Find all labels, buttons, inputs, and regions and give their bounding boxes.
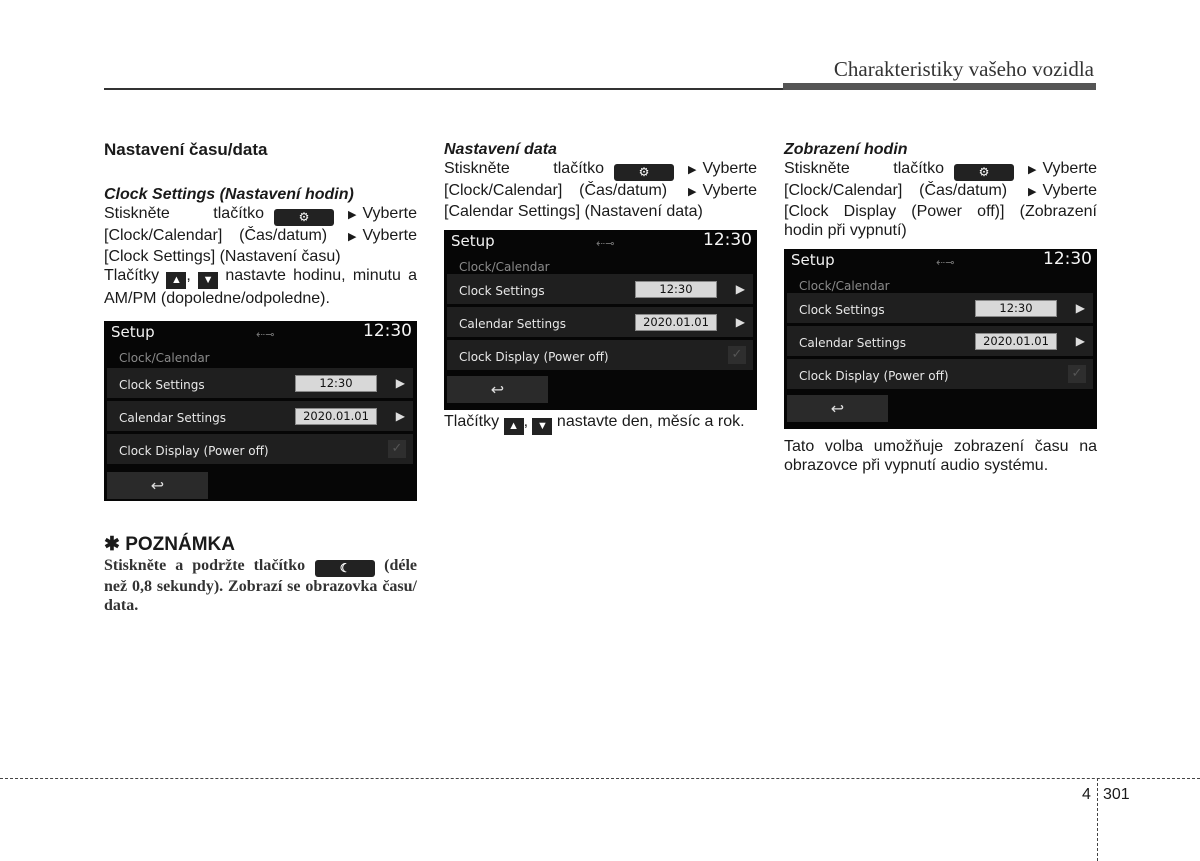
row-clock-display[interactable]: Clock Display (Power off) ✓ xyxy=(107,434,413,464)
instruction-paragraph: Stiskněte tlačítko ⚙ ▶ Vyberte [Clock/Calendar] (Čas/datum) ▶ Vyberte [Clock Display (Power off)] (Zobrazení hodin při vypnutí) xyxy=(784,160,1097,239)
instruction-paragraph: Tlačítky ▲ , ▼ nastavte hodinu, minutu a AM/PM (dopoledne/odpoledne). xyxy=(104,267,418,307)
subsection-heading: Clock Settings (Nastavení hodin) xyxy=(104,186,354,203)
row-clock-display[interactable]: Clock Display (Power off) ✓ xyxy=(447,340,753,370)
date-value: 2020.01.01 xyxy=(975,333,1057,350)
usb-icon: ⇠⊸ xyxy=(256,328,275,341)
checkbox-icon[interactable]: ✓ xyxy=(728,346,746,364)
screen-title: Setup xyxy=(111,323,155,341)
up-button-icon: ▲ xyxy=(166,272,186,289)
section-heading: Nastavení času/data xyxy=(104,140,268,159)
row-clock-display[interactable]: Clock Display (Power off) ✓ xyxy=(787,359,1093,389)
arrow-icon: ▶ xyxy=(347,209,357,221)
note-box xyxy=(104,535,417,615)
checkbox-icon[interactable]: ✓ xyxy=(1068,365,1086,383)
back-button[interactable]: ↩ xyxy=(447,376,548,403)
setup-button-icon: ⚙ xyxy=(614,164,674,181)
description-paragraph: Tato volba umožňuje zobrazení času na obrazovce při vypnutí audio systému. xyxy=(784,438,1097,474)
row-calendar-settings[interactable]: Calendar Settings 2020.01.01 ▶ xyxy=(787,326,1093,356)
row-calendar-settings[interactable]: Calendar Settings 2020.01.01 ▶ xyxy=(107,401,413,431)
screen-title: Setup xyxy=(451,232,495,250)
screen-subtitle: Clock/Calendar xyxy=(119,351,210,365)
page-number: 301 xyxy=(1103,786,1130,803)
column-clock-display xyxy=(784,140,1097,475)
down-button-icon: ▼ xyxy=(532,418,552,435)
column-calendar-settings xyxy=(444,140,757,435)
subsection-heading: Zobrazení hodin xyxy=(784,141,908,158)
screen-clock: 12:30 xyxy=(1043,249,1092,269)
setup-button-icon: ⚙ xyxy=(274,209,334,226)
chevron-right-icon: ▶ xyxy=(395,409,405,423)
screen-title: Setup xyxy=(791,251,835,269)
usb-icon: ⇠⊸ xyxy=(936,256,955,269)
chevron-right-icon: ▶ xyxy=(735,315,745,329)
arrow-icon: ▶ xyxy=(1027,186,1037,198)
note-text: Stiskněte a podržte tlačítko ☾ (déle než 0,8 sekundy). Zobrazí se obrazovka času/ data. xyxy=(104,557,418,614)
arrow-icon: ▶ xyxy=(687,164,697,176)
instruction-paragraph: Stiskněte tlačítko ⚙ ▶ Vyberte [Clock/Calendar] (Čas/datum) ▶ Vyberte [Calendar Settings] (Nastavení data) xyxy=(444,160,757,220)
screen-subtitle: Clock/Calendar xyxy=(459,260,550,274)
footer-divider xyxy=(1097,778,1098,861)
arrow-icon: ▶ xyxy=(687,186,697,198)
note-heading: ✱ POZNÁMKA xyxy=(104,534,235,555)
screen-subtitle: Clock/Calendar xyxy=(799,279,890,293)
setup-button-icon: ⚙ xyxy=(954,164,1014,181)
chevron-right-icon: ▶ xyxy=(735,282,745,296)
row-clock-settings[interactable]: Clock Settings 12:30 ▶ xyxy=(787,293,1093,323)
star-icon: ✱ xyxy=(104,534,120,555)
instruction-paragraph: Stiskněte tlačítko ⚙ ▶ Vyberte [Clock/Calendar] (Čas/datum) ▶ Vyberte [Clock Settings] (Nastavení času) xyxy=(104,205,417,265)
down-button-icon: ▼ xyxy=(198,272,218,289)
setup-screen xyxy=(104,321,417,501)
up-button-icon: ▲ xyxy=(504,418,524,435)
screen-clock: 12:30 xyxy=(703,230,752,250)
usb-icon: ⇠⊸ xyxy=(596,237,615,250)
date-value: 2020.01.01 xyxy=(295,408,377,425)
screen-clock: 12:30 xyxy=(363,321,412,341)
column-clock-settings xyxy=(104,140,417,501)
setup-screen xyxy=(444,230,757,410)
back-button[interactable]: ↩ xyxy=(107,472,208,499)
checkbox-icon[interactable]: ✓ xyxy=(388,440,406,458)
footer-rule xyxy=(0,778,1200,779)
chevron-right-icon: ▶ xyxy=(395,376,405,390)
chevron-right-icon: ▶ xyxy=(1075,301,1085,315)
moon-button-icon: ☾ xyxy=(315,560,375,577)
chevron-right-icon: ▶ xyxy=(1075,334,1085,348)
clock-value: 12:30 xyxy=(975,300,1057,317)
running-header: Charakteristiky vašeho vozidla xyxy=(833,57,1094,81)
chapter-number: 4 xyxy=(1082,786,1091,803)
date-value: 2020.01.01 xyxy=(635,314,717,331)
row-clock-settings[interactable]: Clock Settings 12:30 ▶ xyxy=(447,274,753,304)
subsection-heading: Nastavení data xyxy=(444,141,557,158)
setup-screen xyxy=(784,249,1097,429)
row-calendar-settings[interactable]: Calendar Settings 2020.01.01 ▶ xyxy=(447,307,753,337)
arrow-icon: ▶ xyxy=(1027,164,1037,176)
arrow-icon: ▶ xyxy=(347,231,357,243)
clock-value: 12:30 xyxy=(635,281,717,298)
instruction-paragraph: Tlačítky ▲ , ▼ nastavte den, měsíc a rok. xyxy=(444,412,757,435)
header-rule-accent xyxy=(783,83,1096,90)
back-button[interactable]: ↩ xyxy=(787,395,888,422)
row-clock-settings[interactable]: Clock Settings 12:30 ▶ xyxy=(107,368,413,398)
clock-value: 12:30 xyxy=(295,375,377,392)
